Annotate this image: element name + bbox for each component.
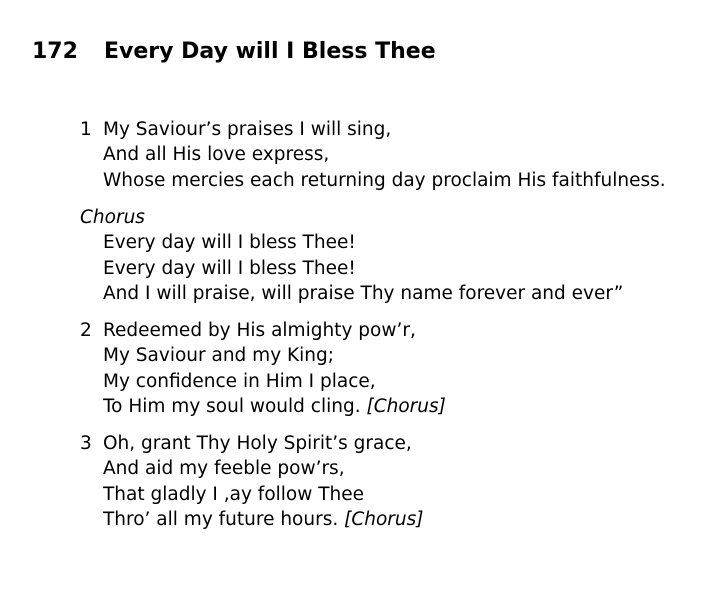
chorus-line xyxy=(80,281,623,306)
hymn-header xyxy=(32,38,436,66)
verse-line-text: Oh, grant Thy Holy Spirit’s grace, xyxy=(103,433,412,454)
verse-line-text: Whose mercies each returning day proclaim His faithfulness. xyxy=(103,169,666,191)
verse-line xyxy=(80,168,666,193)
verse-line xyxy=(80,369,446,394)
chorus-label: Chorus xyxy=(80,207,145,228)
verse-line-text: My confidence in Him I place, xyxy=(103,370,376,392)
verse-line-text: And all His love express, xyxy=(103,144,330,166)
verse-line xyxy=(80,117,666,142)
chorus-line xyxy=(80,230,623,255)
verse-number: 1 xyxy=(80,119,92,140)
verse-line-text: That gladly I ,ay follow Thee xyxy=(103,483,365,505)
verse-line xyxy=(80,343,446,368)
verse-line xyxy=(80,507,424,532)
verse-line xyxy=(80,318,446,343)
hymn-title: Every Day will I Bless Thee xyxy=(104,39,436,64)
chorus-line-text: And I will praise, will praise Thy name forever and ever” xyxy=(103,282,624,304)
chorus xyxy=(80,205,623,306)
verse-line-text: To Him my soul would cling. xyxy=(103,395,361,417)
verse-line xyxy=(80,142,666,167)
verse-line xyxy=(80,456,424,481)
verse-3 xyxy=(80,431,424,532)
chorus-line xyxy=(80,256,623,281)
hymn-number: 172 xyxy=(32,39,78,64)
verse-line xyxy=(80,482,424,507)
chorus-reference: [Chorus] xyxy=(344,508,424,530)
verse-line-text: And aid my feeble pow’rs, xyxy=(103,458,345,480)
verse-line xyxy=(80,431,424,456)
chorus-line-text: Every day will I bless Thee! xyxy=(103,257,356,279)
verse-1 xyxy=(80,117,666,193)
verse-line-text: Redeemed by His almighty pow’r, xyxy=(103,320,416,341)
verse-number: 2 xyxy=(80,320,92,341)
chorus-line-text: Every day will I bless Thee! xyxy=(103,232,356,254)
verse-line xyxy=(80,394,446,419)
verse-line-text: My Saviour’s praises I will sing, xyxy=(103,119,392,140)
chorus-reference: [Chorus] xyxy=(366,395,446,417)
verse-line-text: My Saviour and my King; xyxy=(103,345,334,367)
verse-2 xyxy=(80,318,446,419)
verse-number: 3 xyxy=(80,433,92,454)
verse-line-text: Thro’ all my future hours. xyxy=(103,508,339,530)
